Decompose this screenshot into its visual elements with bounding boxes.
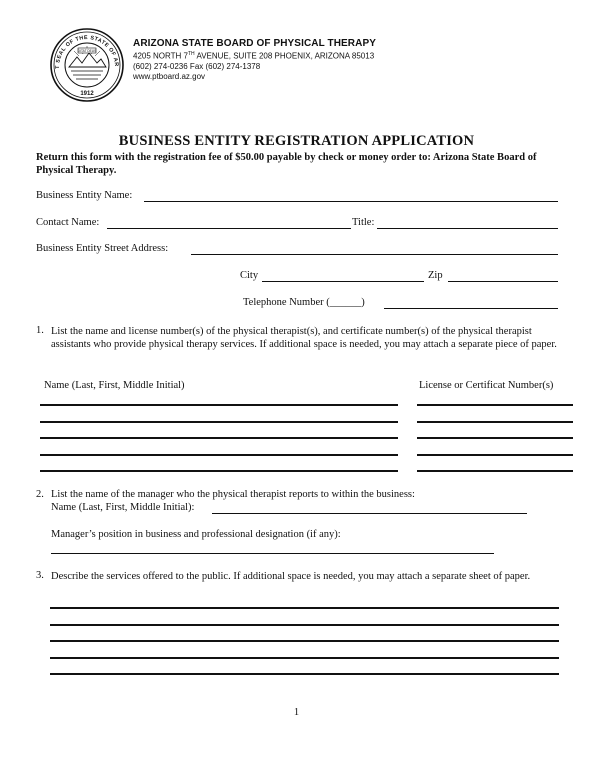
seal-motto: DITAT DEUS [77, 49, 97, 53]
contact-name-label: Contact Name: [36, 217, 100, 228]
title-field[interactable] [377, 228, 558, 229]
section1-number: 1. [36, 325, 44, 336]
services-line[interactable] [50, 640, 559, 642]
section2-text: List the name of the manager who the physical therapist reports to within the business: [51, 489, 415, 500]
board-name: ARIZONA STATE BOARD OF PHYSICAL THERAPY [133, 38, 376, 49]
name-column-header: Name (Last, First, Middle Initial) [44, 380, 185, 391]
zip-label: Zip [428, 270, 443, 281]
therapist-name-line[interactable] [40, 421, 398, 423]
return-instruction: Return this form with the registration fee of $50.00 payable by check or money order to: Arizona State Board of Physical Therapy. [36, 152, 537, 176]
city-field[interactable] [262, 281, 424, 282]
services-line[interactable] [50, 624, 559, 626]
license-column-header: License or Certificat Number(s) [419, 380, 554, 391]
board-address: 4205 NORTH 7TH AVENUE, SUITE 208 PHOENIX, ARIZONA 85013 [133, 51, 375, 61]
manager-name-label: Name (Last, First, Middle Initial): [51, 502, 195, 513]
page-number: 1 [293, 707, 300, 718]
board-website: www.ptboard.az.gov [133, 71, 206, 81]
street-address-label: Business Entity Street Address: [36, 243, 169, 254]
board-phones: (602) 274-0236 Fax (602) 274-1378 [133, 61, 261, 71]
city-label: City [240, 270, 259, 281]
therapist-name-line[interactable] [40, 437, 398, 439]
telephone-label: Telephone Number (______) [243, 297, 365, 308]
section2-number: 2. [36, 489, 44, 500]
contact-name-field[interactable] [107, 228, 351, 229]
entity-name-field[interactable] [144, 201, 558, 202]
therapist-license-line[interactable] [417, 404, 573, 406]
manager-name-field[interactable] [212, 513, 527, 514]
section1-text: List the name and license number(s) of the physical therapist(s), and certificate number(s) of the physical therapist assistants who provide physical therapy services. If additional space is needed, you may attach a separate piece of paper. [51, 326, 557, 350]
entity-name-label: Business Entity Name: [36, 190, 133, 201]
section3-text: Describe the services offered to the public. If additional space is needed, you may attach a separate sheet of paper. [51, 571, 531, 582]
seal-year: 1912 [80, 91, 94, 97]
manager-position-field[interactable] [51, 553, 494, 554]
therapist-license-line[interactable] [417, 470, 573, 472]
therapist-license-line[interactable] [417, 454, 573, 456]
title-label: Title: [352, 217, 375, 228]
manager-position-label: Manager’s position in business and professional designation (if any): [51, 529, 341, 540]
letterhead [133, 38, 376, 82]
therapist-name-line[interactable] [40, 470, 398, 472]
services-line[interactable] [50, 607, 559, 609]
telephone-field[interactable] [384, 308, 558, 309]
therapist-license-line[interactable] [417, 437, 573, 439]
therapist-name-line[interactable] [40, 454, 398, 456]
services-line[interactable] [50, 673, 559, 675]
services-line[interactable] [50, 657, 559, 659]
street-address-field[interactable] [191, 254, 558, 255]
zip-field[interactable] [448, 281, 558, 282]
state-seal [49, 27, 125, 103]
form-title: BUSINESS ENTITY REGISTRATION APPLICATION [118, 133, 475, 149]
seal-text: T SEAL OF THE STATE OF AR [54, 34, 120, 69]
section3-number: 3. [36, 570, 44, 581]
therapist-name-line[interactable] [40, 404, 398, 406]
therapist-license-line[interactable] [417, 421, 573, 423]
